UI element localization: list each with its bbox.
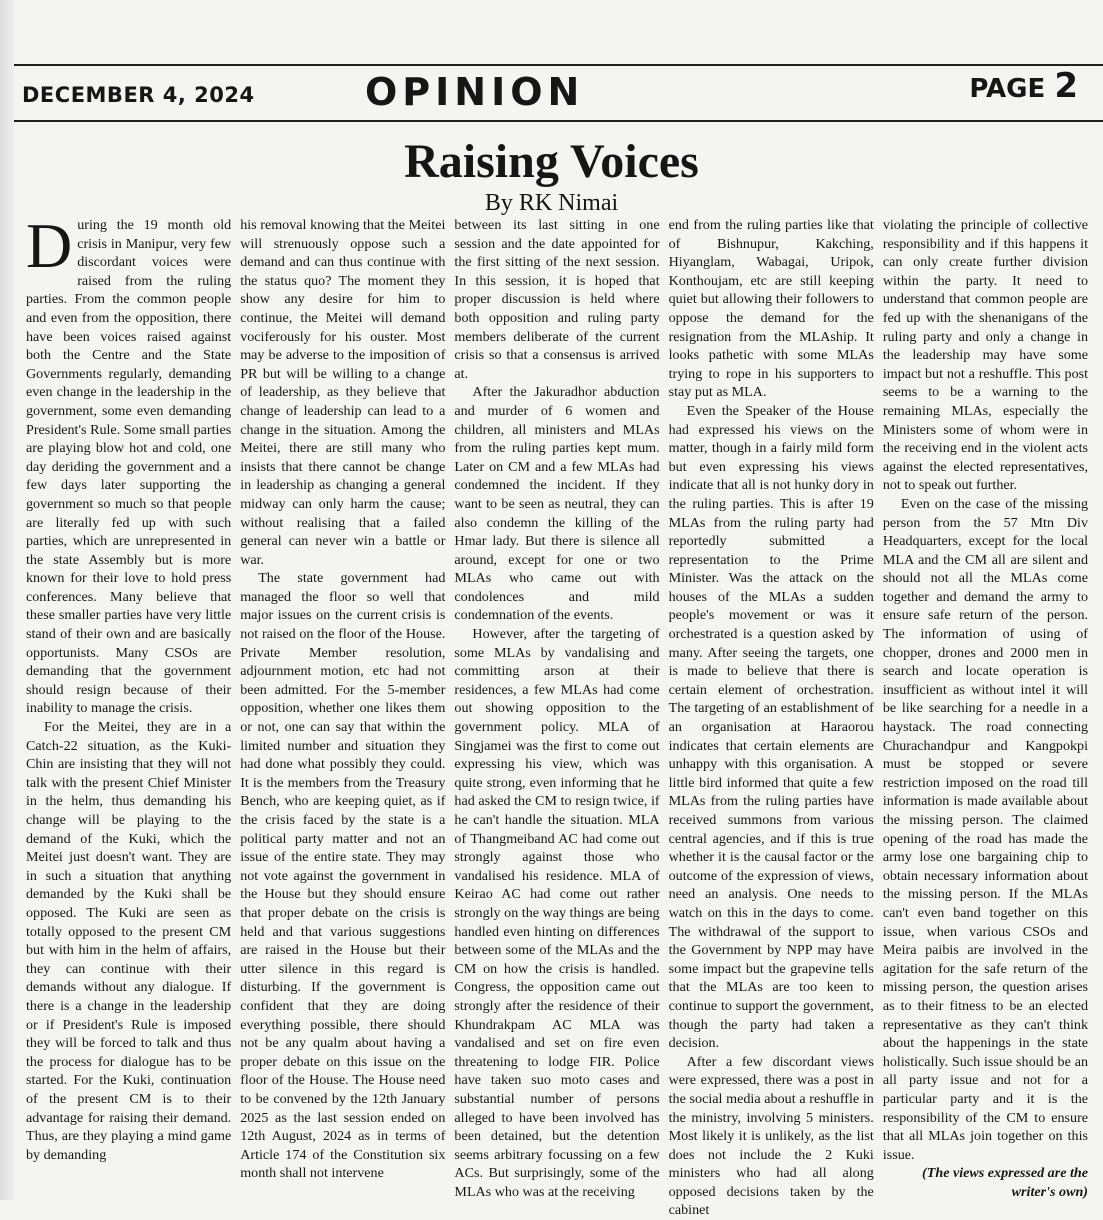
article-paragraph: violating the principle of collective responsibility and if this happens it can only create further division within the party. It need to understand that common people are fed up with the shenanigans of the ruling party and only a change in the leadership may have some impact but not a reshuffle. This post seems to be a warning to the remaining MLAs, especially the Ministers some of whom were in the receiving end in the violent acts against the elected representatives, not to speak out further. [882, 217, 1089, 494]
article-byline: By RK Nimai [484, 190, 619, 216]
article-column-2 [240, 216, 445, 1191]
article-paragraph: his removal knowing that the Meitei will strenuously oppose such a demand and can thus continue with the status quo? The moment they show any desire for him to continue, the Meitei will demand vociferously for his ouster. Most may be adverse to the imposition of PR but will be willing to a change of leadership, as they believe that change of leadership can lead to a change in the situation. Among the Meitei, there are still many who insists that there cannot be change in leadership as changing a general midway can only harm the cause; without realising that a failed general can never win a battle or war. [240, 217, 446, 568]
header-rule [14, 120, 1103, 122]
section-title: OPINION [365, 70, 585, 114]
page-number-value: 2 [1054, 66, 1078, 106]
article-column-4 [668, 216, 874, 1219]
article-paragraph [26, 210, 232, 718]
article-footnote: (The views expressed are the writer's own) [922, 1165, 1089, 1200]
article-paragraph: However, after the targeting of some MLAs by vandalising and committing arson at their residences, a few MLAs had come out showing opposition to the government policy. MLA of Singjamei was the first to come out expressing his view, which was quite strong, even informing that he had asked the CM to resign twice, if he can't handle the situation. MLA of Thangmeiband AC had come out strongly against those who vandalised his residence. MLA of Keirao AC had come out rather strongly on the way things are being handled even hinting on differences between some of the MLAs and the CM on how the crisis is handled. Congress, the opposition came out strongly after the residence of their Khundrakpam AC MLA was vandalised and set on fire even threatening to lodge FIR. Police have taken suo moto cases and substantial number of persons alleged to have been involved has been detained, but the detention seems arbitrary focussing on a few ACs. But surprisingly, some of the MLAs who was at the receiving [454, 626, 660, 1200]
article-column-1 [26, 210, 232, 1191]
article-paragraph: Even the Speaker of the House had expressed his views on the matter, though in a fairly mild form but even expressing his views indicate that all is not hunky dory in the ruling parties. This is after 19 MLAs from the ruling party had reportedly submitted a representation to the Prime Minister. Was the attack on the houses of the MLAs a sudden people's movement or was it orchestrated is a question asked by many. After seeing the targets, one is made to believe that there is certain element of orchestration. The targeting of an establishment of an organisation at Haraorou indicates that certain elements are unhappy with this organisation. A little bird informed that quite a few MLAs from the ruling parties have received summons from various central agencies, and if this is true whether it is the causal factor or the outcome of the expression of views, need an analysis. One needs to watch on this in the days to come. The withdrawal of the support to the Government by NPP may have some impact but the grapevine tells that the MLAs are too keen to continue to support the government, though the party had taken a decision. [668, 402, 874, 1052]
paragraph-text: uring the 19 month old crisis in Manipur, very few discordant voices were raised from the ruling parties. From the common people and even from the opposition, there have been voices raised against both the Centre and the State Governments regularly, demanding even change in the leadership in the government, some even demanding President's Rule. Some small parties are playing blow hot and cold, one day deriding the government and a few days later supporting the government so much so that people are literally fed up with such parties, which are unrepresented in the state Assembly but is more known for their love to hold press conferences. Many believe that these smaller parties have very little stand of their own and are basically opportunists. Many CSOs are demanding that the government should resign because of their inability to manage the crisis. [26, 217, 232, 717]
top-rule [14, 64, 1103, 66]
article-paragraph: The state government had managed the floor so well that major issues on the current crisis is not raised on the floor of the House. Private Member resolution, adjournment motion, etc had not been admitted. For the 5-member opposition, whether one likes them or not, one can say that within the limited number and situation they had done what possibly they could. It is the members from the Treasury Bench, who are keeping quiet, as if the crisis faced by the state is a political party matter and not an issue of the entire state. They may not vote against the government in the House but they should ensure that proper debate on the crisis is held and that various suggestions are raised in the House but their utter silence in this regard is disturbing. If the government is confident that they are doing everything possible, there should not be any qualm about having a proper debate on this issue on the floor of the House. The House need to be convened by the 12th January 2025 as the last session ended on 12th August, 2024 as in terms of Article 174 of the Constitution six month shall not intervene [240, 570, 446, 1182]
article-body [26, 210, 1089, 1219]
article-paragraph: After a few discordant views were expressed, there was a post in the social media about a reshuffle in the ministry, involving 5 ministers. Most likely it is unlikely, as the list does not include the 2 Kuki ministers who had all along opposed decisions taken by the cabinet [668, 1053, 874, 1219]
article-paragraph: Even on the case of the missing person from the 57 Mtn Div Headquarters, except for the local MLA and the CM all are silent and should not all the MLAs come together and demand the army to ensure safe return of the person. The information of using of chopper, drones and 2000 men in search and locate operation is insufficient as without intel it will be like searching for a needle in a haystack. The road connecting Churachandpur and Kangpokpi must be stopped or severe restriction imposed on the road till information is made available about the missing person. The claimed opening of the road has made the army lose one bargaining chip to obtain necessary information about the missing person. If the MLAs can't even band together on this issue, when various CSOs and Meira paibis are involved in the agitation for the safe return of the missing person, the question arises as to their fitness to be an elected representative as they can't think about the happenings in the state holistically. Such issue should be an all party issue and not for a particular party and it is the responsibility of the CM to ensure that all MLAs join together on this issue. [882, 495, 1089, 1163]
drop-cap: D [26, 210, 73, 281]
article-paragraph: end from the ruling parties like that of Bishnupur, Kakching, Hiyanglam, Wabagai, Uripok, Konthoujam, etc are still keeping quiet but allowing their followers to oppose the demand for the resignation from the MLAship. It looks pathetic with some MLAs trying to rope in his supporters to stay put as MLA. [668, 217, 874, 401]
article-column-3 [454, 216, 660, 1200]
page-number [969, 66, 1078, 106]
article-column-5 [882, 216, 1089, 1200]
article-paragraph: For the Meitei, they are in a Catch-22 situation, as the Kuki-Chin are insisting that they will not talk with the present Chief Minister in the helm, thus demanding his change will be playing to the demand of the Kuki, which the Meitei just doesn't want. They are in such a situation that anything demanded by the Kuki shall be opposed. The Kuki are seen as totally opposed to the present CM but with him in the helm of affairs, they can continue with their demands without any dialogue. If there is a change in the leadership or if President's Rule is imposed they will be forced to talk and thus the process for dialogue has to be started. For the Kuki, continuation of the present CM is to their advantage for raising their demand. Thus, are they playing a mind game by demanding [26, 719, 232, 1163]
page-label: PAGE [969, 74, 1046, 104]
issue-date: DECEMBER 4, 2024 [22, 83, 255, 107]
article-headline: Raising Voices [404, 135, 699, 188]
article-paragraph: After the Jakuradhor abduction and murder of 6 women and children, all ministers and MLAs from the ruling parties kept mum. Later on CM and a few MLAs had condemned the incident. If they want to be seen as neutral, they can also condemn the killing of the Hmar lady. But there is silence all around, except for one or two MLAs who came out with condolences and mild condemnation of the events. [454, 384, 660, 624]
article-paragraph: between its last sitting in one session and the date appointed for the first sitting of the next session. In this session, it is hoped that proper discussion is held where both opposition and ruling party members deliberate of the current crisis so that a consensus is arrived at. [454, 217, 660, 382]
